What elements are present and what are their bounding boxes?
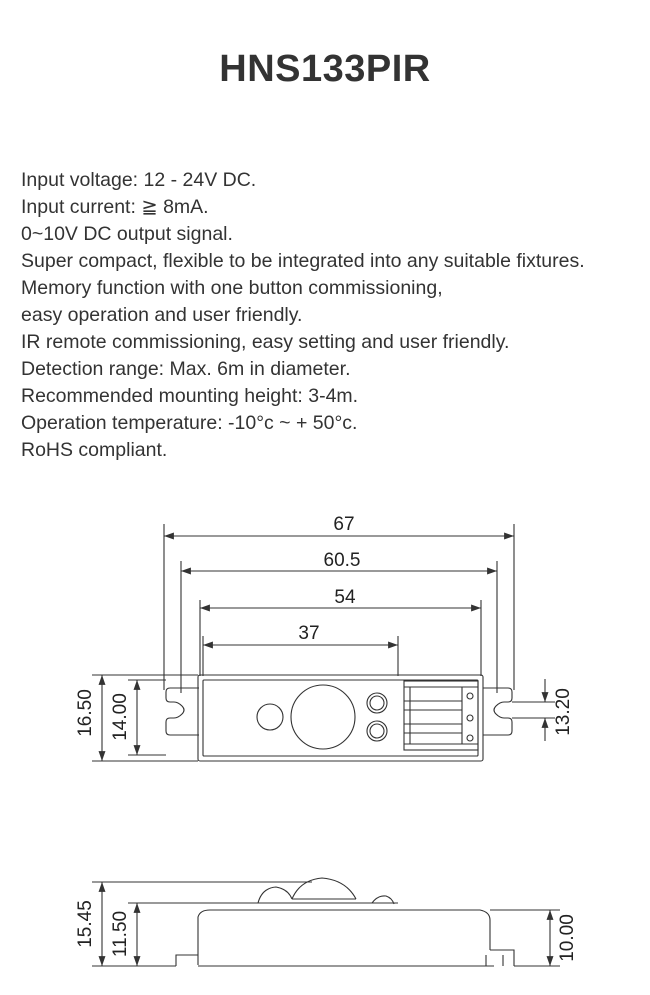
ir-receiver-window: [257, 704, 283, 730]
spec-ir-remote: IR remote commissioning, easy setting and user friendly.: [21, 331, 510, 353]
label-54: 54: [334, 587, 356, 608]
spec-detection-range: Detection range: Max. 6m in diameter.: [21, 358, 351, 380]
spec-memory-function: Memory function with one button commissioning,: [21, 277, 443, 299]
left-mounting-tab: [166, 688, 199, 735]
lens-dome: [292, 878, 356, 899]
spec-rohs: RoHS compliant.: [21, 439, 168, 461]
label-11-50: 11.50: [110, 910, 131, 958]
housing-outline: [198, 675, 483, 761]
label-13-20: 13.20: [553, 688, 574, 736]
housing-inner-outline: [203, 680, 478, 756]
spec-mounting-height: Recommended mounting height: 3-4m.: [21, 385, 359, 407]
spec-output-signal: 0~10V DC output signal.: [21, 223, 233, 245]
spec-easy-operation: easy operation and user friendly.: [21, 304, 303, 326]
label-16-50: 16.50: [75, 689, 96, 737]
label-67: 67: [333, 514, 355, 535]
label-15-45: 15.45: [75, 900, 96, 948]
spec-input-voltage: Input voltage: 12 - 24V DC.: [21, 169, 257, 191]
label-60-5: 60.5: [323, 550, 361, 571]
label-14-00: 14.00: [110, 693, 131, 741]
label-37: 37: [298, 623, 320, 644]
spec-operation-temperature: Operation temperature: -10°c ~ + 50°c.: [21, 412, 358, 434]
spec-input-current: Input current: ≧ 8mA.: [21, 196, 209, 218]
label-10-00: 10.00: [557, 914, 578, 962]
button-upper-inner: [370, 696, 384, 710]
right-mounting-tab: [483, 688, 512, 735]
side-view: [92, 878, 560, 966]
spec-compact: Super compact, flexible to be integrated into any suitable fixtures.: [21, 250, 585, 272]
pir-lens: [291, 685, 355, 749]
housing-side-profile: [198, 910, 490, 965]
button-lower-inner: [370, 724, 384, 738]
product-title: HNS133PIR: [219, 48, 431, 90]
